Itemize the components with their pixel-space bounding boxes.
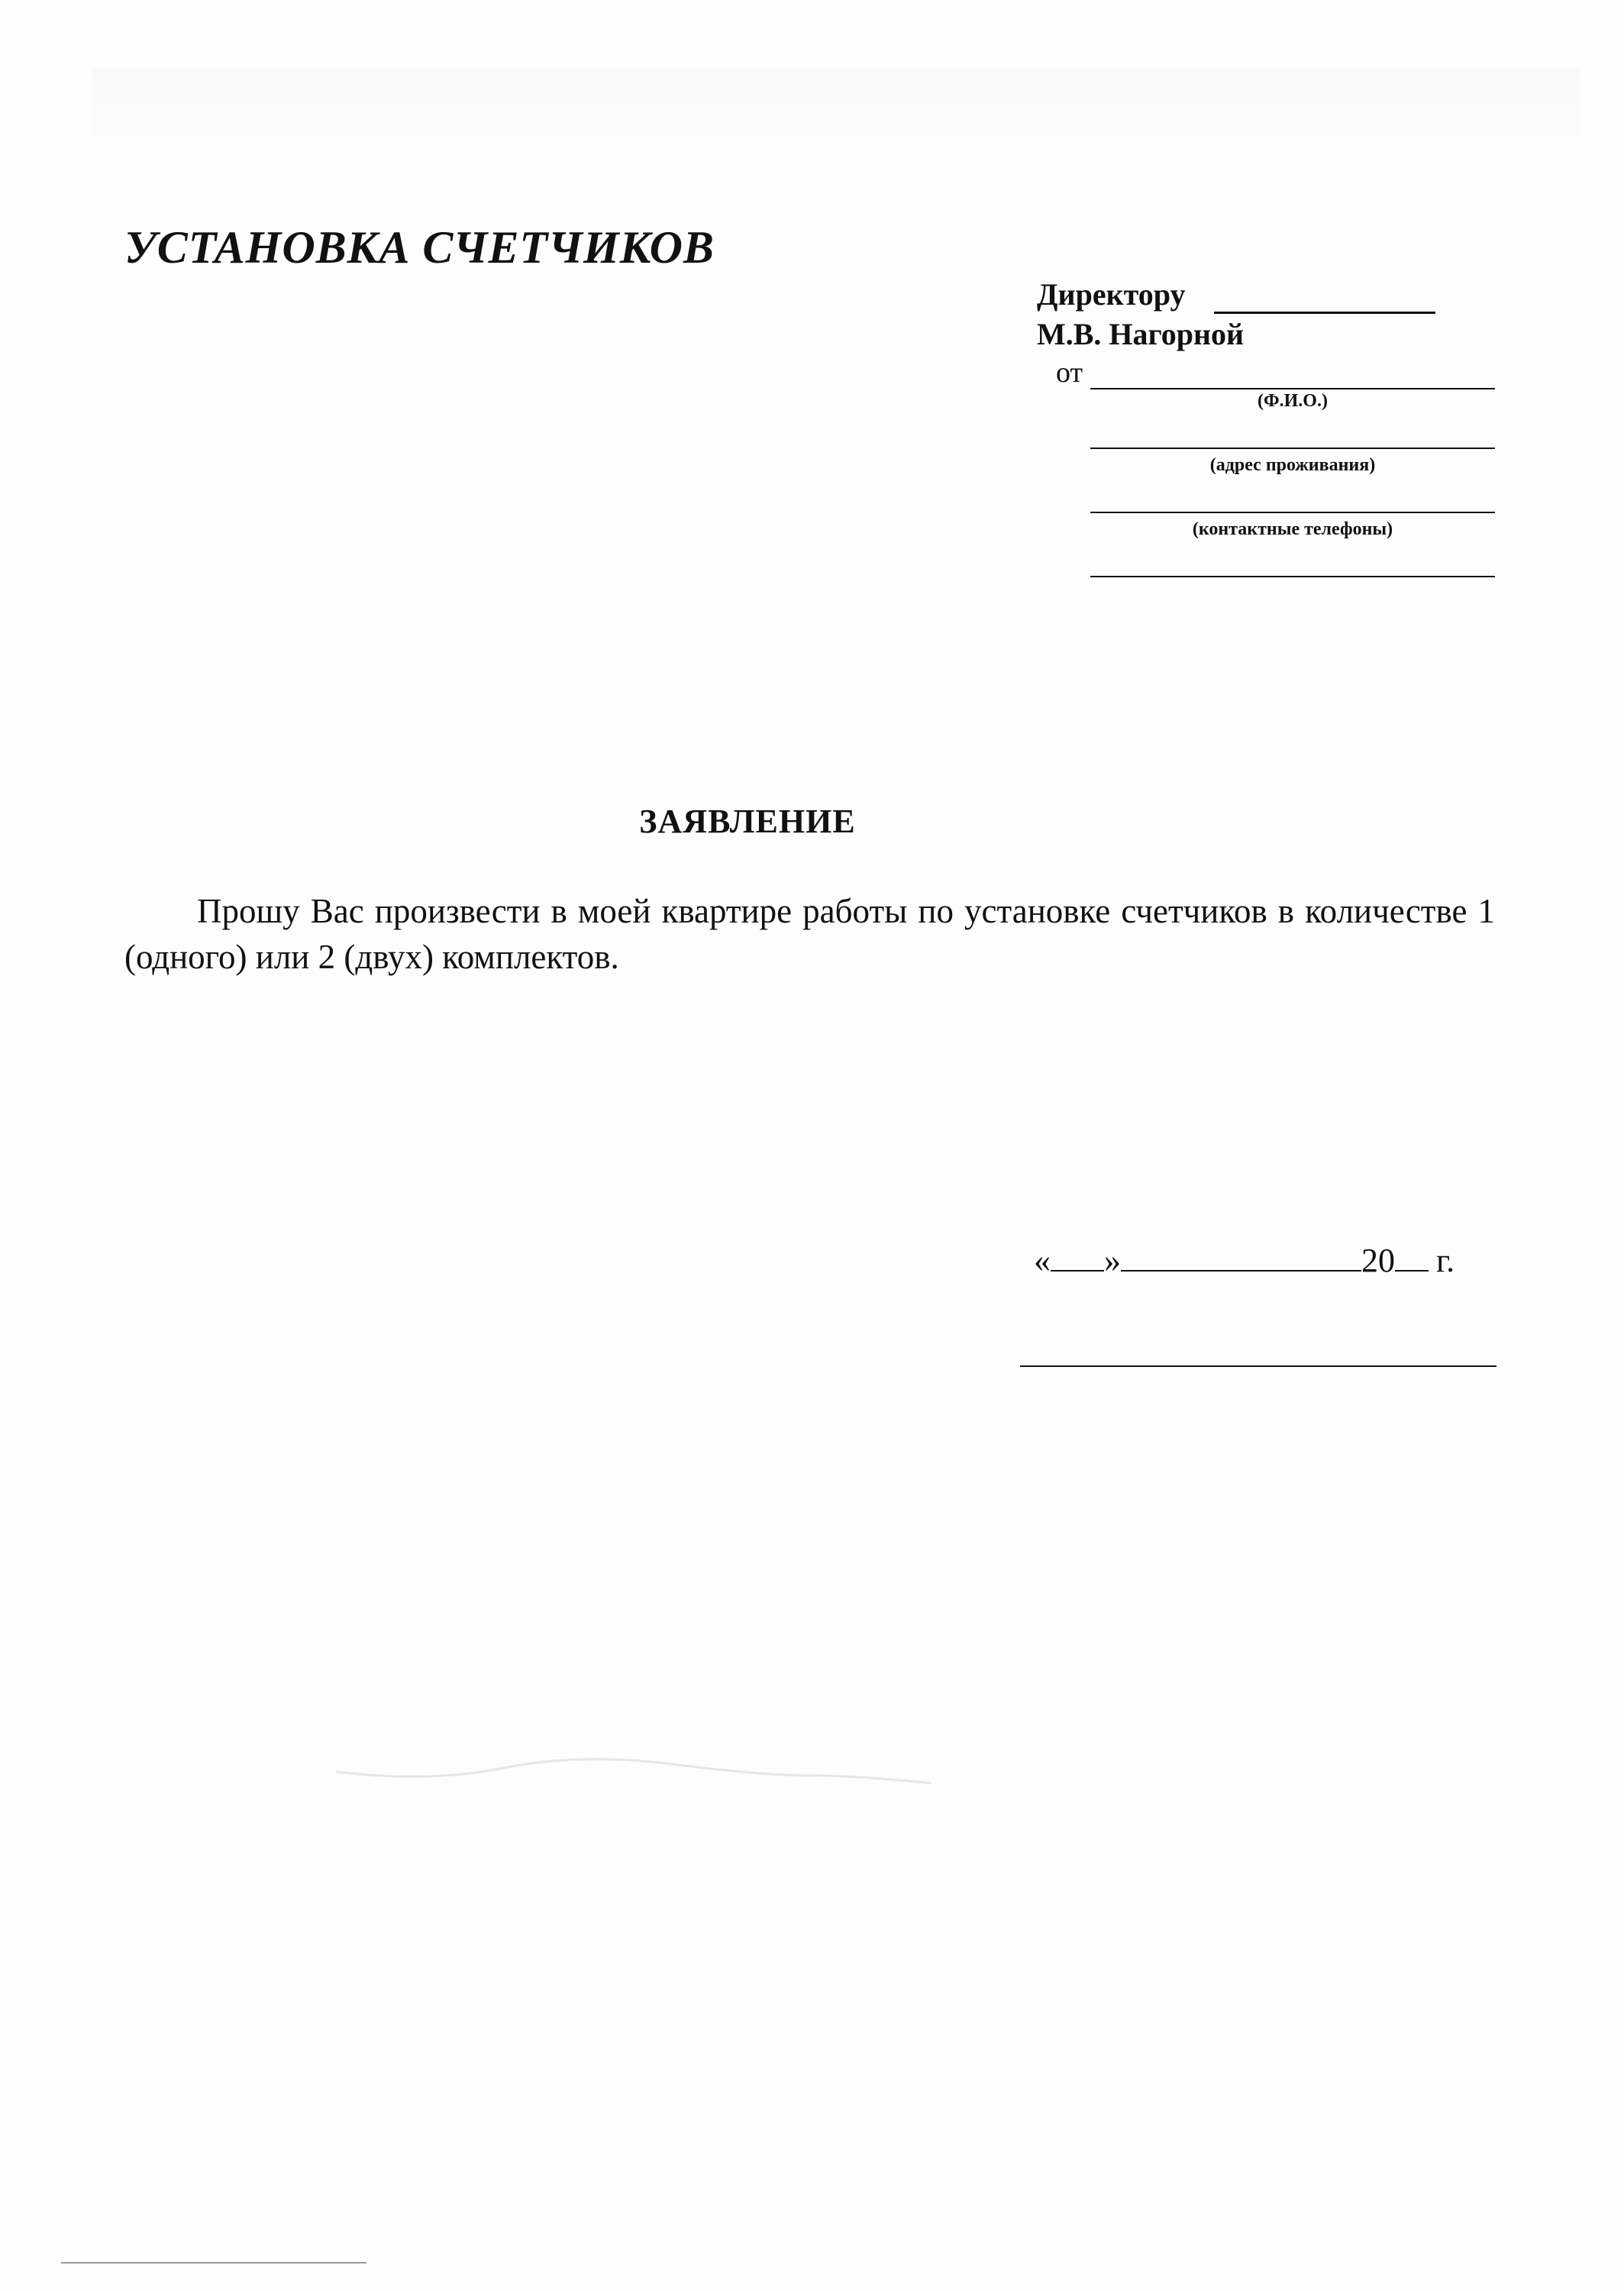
date-line — [1034, 1241, 1454, 1280]
phones-caption: (контактные телефоны) — [1192, 519, 1393, 539]
year-suffix: г. — [1436, 1242, 1455, 1279]
document-title: ЗАЯВЛЕНИЕ — [639, 803, 856, 840]
day-blank — [1051, 1242, 1104, 1272]
phones-blank-line-2 — [1090, 576, 1495, 577]
scan-noise — [92, 69, 1580, 176]
scan-smudge — [336, 1741, 931, 1795]
from-label: от — [1056, 357, 1083, 389]
month-blank — [1121, 1242, 1361, 1272]
body-text: Прошу Вас произвести в моей квартире работы по установке счетчиков в количестве 1 (одного) или 2 (двух) комплектов. — [124, 892, 1495, 976]
address-caption: (адрес проживания) — [1209, 455, 1376, 475]
name-blank-line — [1090, 388, 1495, 389]
date-close-quote: » — [1104, 1242, 1121, 1279]
phones-blank-line — [1090, 512, 1495, 513]
address-blank-line — [1090, 448, 1495, 449]
signature-blank-line — [1020, 1365, 1496, 1367]
date-open-quote: « — [1034, 1242, 1051, 1279]
director-blank-line — [1214, 312, 1435, 314]
bottom-edge-mark — [61, 2262, 366, 2264]
name-caption: (Ф.И.О.) — [1258, 391, 1328, 411]
year-blank — [1395, 1242, 1429, 1272]
year-prefix: 20 — [1361, 1242, 1395, 1279]
header-title: УСТАНОВКА СЧЕТЧИКОВ — [124, 222, 715, 273]
addressee-name: М.В. Нагорной — [1037, 317, 1245, 351]
addressee-director: Директору — [1037, 277, 1186, 312]
